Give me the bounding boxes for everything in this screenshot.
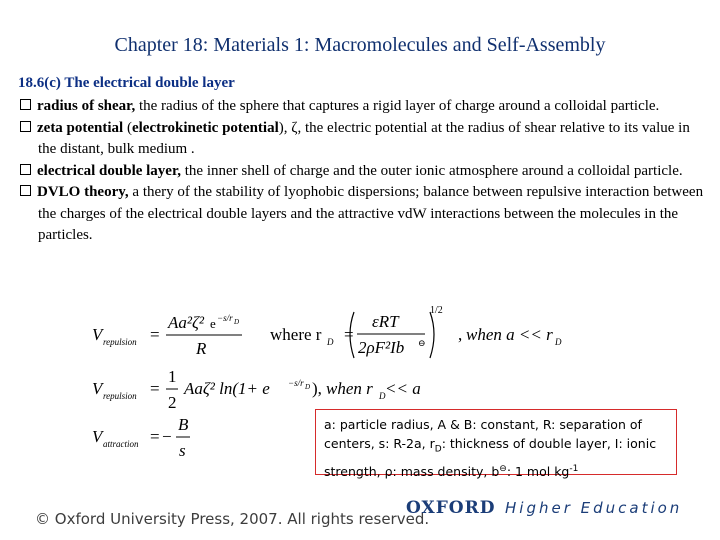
annotation-line: centers, s: R-2a, $r_D$: thickness of double layer, I: ionic xyxy=(324,436,657,455)
eq-exponent: −s/r xyxy=(288,378,304,388)
footer xyxy=(0,480,720,540)
eq-where: where r xyxy=(270,325,322,344)
annotation-line: a: particle radius, A & B: constant, R: separation of xyxy=(324,417,642,432)
eq-subscript: repulsion xyxy=(103,337,137,347)
eq-numerator: B xyxy=(178,415,189,434)
eq-subscript: repulsion xyxy=(103,391,137,401)
definition-text: ( xyxy=(123,119,132,136)
equation-attraction xyxy=(92,415,190,460)
eq-exponent-sub: D xyxy=(305,383,311,391)
definition-list xyxy=(20,96,710,247)
list-item xyxy=(20,161,710,183)
annotation-line: strength, ρ: mass density, b⊖: 1 mol $kg^{-1}$ xyxy=(324,463,579,479)
bullet-box-icon xyxy=(20,99,31,110)
eq-symbol: V xyxy=(92,379,103,398)
definition-term-alt: electrokinetic potential xyxy=(131,119,279,136)
section-heading: 18.6(c) The electrical double layer xyxy=(18,75,235,91)
list-item xyxy=(20,182,710,247)
eq-symbol: V xyxy=(92,325,103,344)
eq-denominator: s xyxy=(179,441,186,460)
oxford-tagline: Higher Education xyxy=(505,499,683,517)
eq-comma: , xyxy=(458,325,463,344)
eq-denominator: R xyxy=(196,339,207,358)
eq-close: ), xyxy=(312,379,322,398)
equation-repulsion-thin xyxy=(92,305,562,358)
eq-body: Aaζ² ln(1+ e xyxy=(184,379,270,398)
copyright-notice: © Oxford University Press, 2007. All rights reserved. xyxy=(35,510,430,528)
eq-paren-right xyxy=(430,312,434,358)
eq-subscript: attraction xyxy=(103,439,139,449)
bullet-box-icon xyxy=(20,164,31,175)
definition-text: the radius of the sphere that captures a rigid layer of charge around a colloidal particle. xyxy=(135,98,660,114)
eq-numerator: εRT xyxy=(372,312,399,331)
page-title: Chapter 18: Materials 1: Macromolecules and Self-Assembly xyxy=(114,34,606,56)
definition-term: radius of shear, xyxy=(37,98,136,114)
eq-numerator: Aa²ζ² xyxy=(168,313,204,332)
eq-equals: = xyxy=(344,325,354,344)
eq-condition: when r xyxy=(326,379,373,398)
eq-symbol: V xyxy=(92,427,103,446)
eq-subscript: D xyxy=(327,337,334,347)
bullet-box-icon xyxy=(20,185,31,196)
definition-term: DVLO theory, xyxy=(37,184,129,200)
eq-minus: − xyxy=(162,427,172,446)
eq-exponent-sub: D xyxy=(234,318,240,326)
eq-condition: when a << r xyxy=(466,325,553,344)
eq-condition-tail: << a xyxy=(385,379,421,398)
eq-numerator: 1 xyxy=(168,367,177,386)
eq-subscript: D xyxy=(379,391,386,401)
eq-equals: = xyxy=(150,427,160,446)
eq-exp-e: e xyxy=(210,316,216,331)
eq-denominator: 2ρF²Ib xyxy=(358,338,405,357)
eq-plimsoll: ⊖ xyxy=(418,338,426,348)
definition-term: electrical double layer, xyxy=(37,162,181,179)
oxford-logo: OXFORD xyxy=(406,498,496,518)
eq-equals: = xyxy=(150,325,160,344)
equation-repulsion-thick xyxy=(92,367,421,412)
definition-text: ), ζ, the electric potential at the radius of shear relative to its value in the distant, bulk medium . xyxy=(38,119,690,157)
eq-equals: = xyxy=(150,379,160,398)
bullet-box-icon xyxy=(20,121,31,132)
eq-exponent: −s/r xyxy=(217,313,233,323)
definition-text: the inner shell of charge and the outer ionic atmosphere around a colloidal particle. xyxy=(181,162,683,179)
eq-denominator: 2 xyxy=(168,393,177,412)
list-item xyxy=(20,118,710,161)
eq-power: 1/2 xyxy=(430,305,443,316)
definition-term: zeta potential xyxy=(37,119,124,136)
eq-subscript: D xyxy=(555,337,562,347)
annotation-box xyxy=(315,409,677,479)
definition-text: a thery of the stability of lyophobic dispersions; balance between repulsive interaction between the charges of the electrical double layers and the attractive vdW interactions between the molecules in the particles. xyxy=(38,184,704,243)
list-item xyxy=(20,96,710,118)
